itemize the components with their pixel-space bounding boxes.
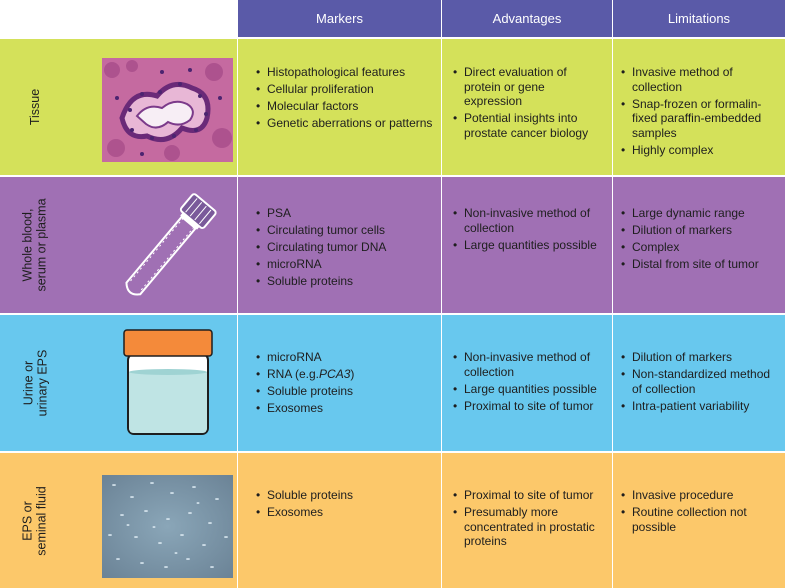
list-item: • Non-invasive method of collection: [453, 350, 603, 379]
list-item: • Soluble proteins: [256, 274, 436, 289]
list-item: • Dilution of markers: [621, 350, 779, 365]
row-label-line: Urine or: [20, 360, 35, 406]
row-label-line: serum or plasma: [35, 198, 49, 292]
tissue-histology-image: [102, 58, 233, 162]
tissue-limitations-list: [621, 65, 779, 160]
list-item: • Large quantities possible: [453, 238, 603, 253]
list-item: • Routine collection not possible: [621, 505, 779, 534]
list-item: • Non-standardized method of collection: [621, 367, 779, 396]
list-item: • Invasive procedure: [621, 488, 779, 503]
list-item: • RNA (e.g.PCA3): [256, 367, 436, 382]
list-item: • Large quantities possible: [453, 382, 603, 397]
row-label-text: [21, 198, 49, 291]
urine-container-icon: [122, 326, 214, 438]
tissue-markers-list: [256, 65, 436, 133]
row-label-seminal: [0, 453, 70, 588]
list-item: • Complex: [621, 240, 779, 255]
blood-tube-icon: [108, 192, 224, 304]
list-item: • Large dynamic range: [621, 206, 779, 221]
list-item: • Snap-frozen or formalin-fixed paraffin-embedded samples: [621, 97, 779, 141]
list-item: • Direct evaluation of protein or gene expression: [453, 65, 603, 109]
row-label-text: Tissue: [27, 88, 42, 126]
list-item: • Soluble proteins: [256, 488, 436, 503]
list-item: • Histopathological features: [256, 65, 436, 80]
row-label-line: Whole blood,: [21, 208, 35, 282]
list-item: • Non-invasive method of collection: [453, 206, 603, 235]
list-item: • Exosomes: [256, 401, 436, 416]
list-item: • Proximal to site of tumor: [453, 399, 603, 414]
row-label-urine: [0, 315, 70, 451]
list-item: • Invasive method of collection: [621, 65, 779, 94]
row-label-line: urinary EPS: [34, 349, 49, 417]
blood-markers-list: [256, 206, 436, 291]
list-item: • microRNA: [256, 350, 436, 365]
list-item: • Distal from site of tumor: [621, 257, 779, 272]
row-label-text: [21, 350, 49, 417]
header-markers: Markers: [238, 0, 441, 37]
column-divider: [237, 37, 238, 588]
column-divider: [441, 37, 442, 588]
urine-advantages-list: [453, 350, 603, 416]
column-divider: [612, 37, 613, 588]
blood-limitations-list: [621, 206, 779, 274]
list-item: • Intra-patient variability: [621, 399, 779, 414]
row-label-line: EPS or: [20, 500, 35, 541]
list-item: • Soluble proteins: [256, 384, 436, 399]
row-label-blood: [0, 177, 70, 313]
list-item: • Molecular factors: [256, 99, 436, 114]
list-item: • Circulating tumor DNA: [256, 240, 436, 255]
urine-limitations-list: [621, 350, 779, 416]
blood-advantages-list: [453, 206, 603, 255]
row-label-tissue: [0, 39, 70, 175]
list-item: • Genetic aberrations or patterns: [256, 116, 436, 131]
seminal-limitations-list: [621, 488, 779, 537]
header-advantages: Advantages: [442, 0, 612, 37]
list-item: • microRNA: [256, 257, 436, 272]
seminal-advantages-list: [453, 488, 603, 551]
seminal-markers-list: [256, 488, 436, 522]
list-item: • Dilution of markers: [621, 223, 779, 238]
list-item: • Proximal to site of tumor: [453, 488, 603, 503]
row-label-line: seminal fluid: [34, 485, 49, 556]
header-limitations: Limitations: [613, 0, 785, 37]
list-item: • Cellular proliferation: [256, 82, 436, 97]
list-item: • PSA: [256, 206, 436, 221]
urine-markers-list: [256, 350, 436, 418]
seminal-fluid-microscopy-image: [102, 475, 233, 578]
list-item: • Presumably more concentrated in prostatic proteins: [453, 505, 603, 549]
list-item: • Circulating tumor cells: [256, 223, 436, 238]
list-item: • Exosomes: [256, 505, 436, 520]
row-label-text: [21, 486, 49, 555]
list-item: • Potential insights into prostate cancer biology: [453, 111, 603, 140]
list-item: • Highly complex: [621, 143, 779, 158]
tissue-advantages-list: [453, 65, 603, 143]
